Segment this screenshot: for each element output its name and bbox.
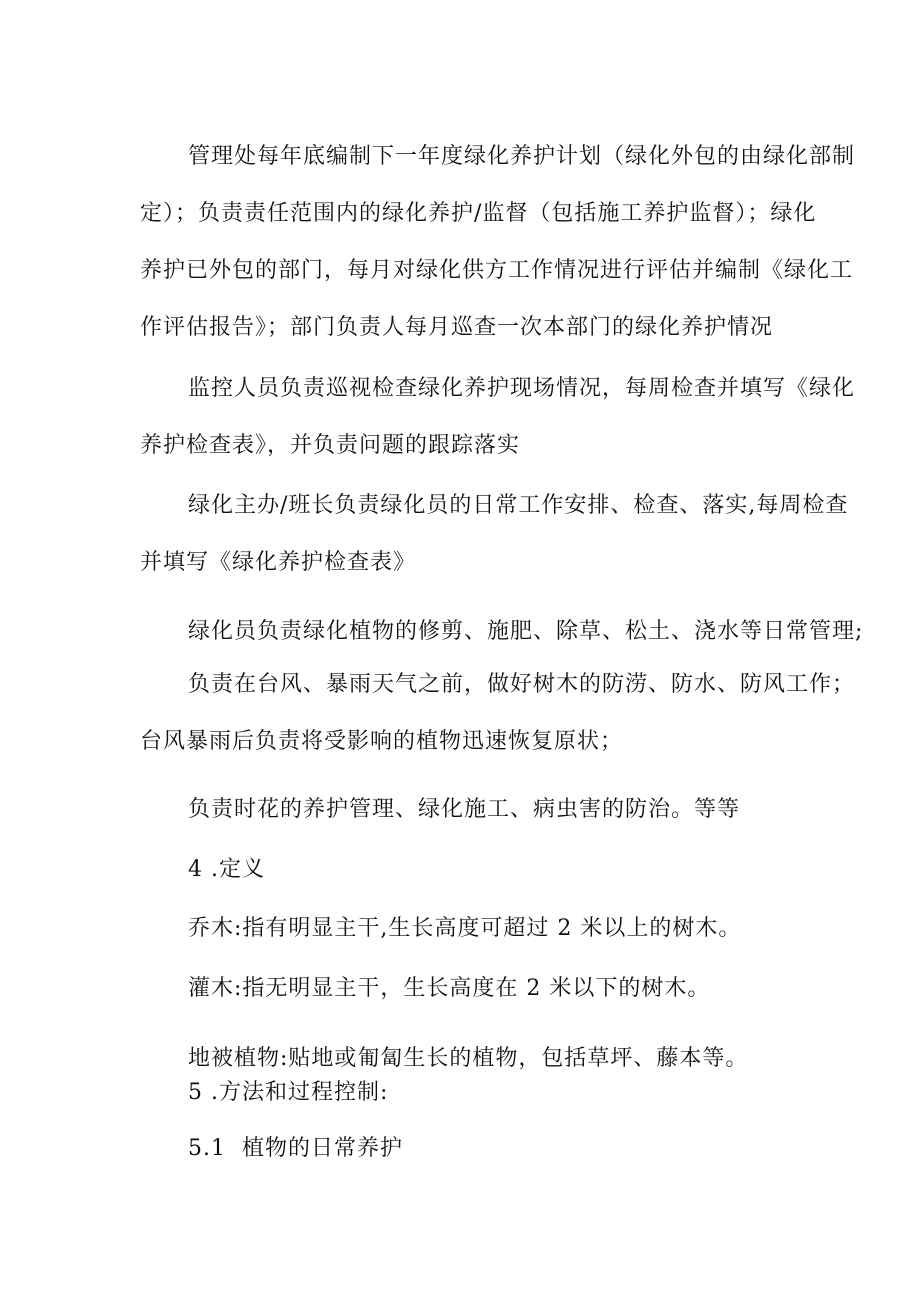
paragraph-monitoring-duties (140, 360, 870, 474)
definition-ground-cover: 地被植物:贴地或匍匐生长的植物，包括草坪、藤本等。 (188, 1046, 749, 1071)
paragraph-flower-duties: 负责时花的养护管理、绿化施工、病虫害的防治。等等 (188, 797, 741, 822)
subsection-heading-daily-care: 5.1 植物的日常养护 (188, 1136, 403, 1161)
text-line: 并填写《绿化养护检查表》 (140, 550, 417, 575)
text-line: 养护检查表》，并负责问题的跟踪落实 (140, 433, 521, 458)
text-line: 绿化主办/班长负责绿化员的日常工作安排、检查、落实,每周检查 (188, 493, 849, 518)
paragraph-typhoon-duties (140, 656, 880, 770)
text-line: 作评估报告》；部门负责人每月巡查一次本部门的绿化养护情况 (140, 315, 774, 340)
definition-shrub: 灌木:指无明显主干，生长高度在 2 米以下的树木。 (188, 976, 711, 1001)
text-line: 监控人员负责巡视检查绿化养护现场情况，每周检查并填写《绿化 (188, 376, 856, 401)
text-line: 台风暴雨后负责将受影响的植物迅速恢复原状； (140, 729, 624, 754)
paragraph-supervisor-duties (140, 477, 870, 591)
paragraph-gardener-duties: 绿化员负责绿化植物的修剪、施肥、除草、松土、浇水等日常管理; (188, 619, 864, 644)
paragraph-management-duties (140, 128, 870, 356)
section-heading-methods: 5 .方法和过程控制: (188, 1080, 389, 1105)
text-line: 管理处每年底编制下一年度绿化养护计划（绿化外包的由绿化部制 (188, 144, 856, 169)
text-line: 定）；负责责任范围内的绿化养护/监督（包括施工养护监督）；绿化 (140, 201, 817, 226)
text-line: 负责在台风、暴雨天气之前，做好树木的防涝、防水、防风工作； (188, 672, 856, 697)
text-line: 养护已外包的部门，每月对绿化供方工作情况进行评估并编制《绿化工 (140, 258, 854, 283)
definition-tree: 乔木:指有明显主干,生长高度可超过 2 米以上的树木。 (188, 916, 742, 941)
section-heading-definitions: 4 .定义 (188, 857, 265, 882)
